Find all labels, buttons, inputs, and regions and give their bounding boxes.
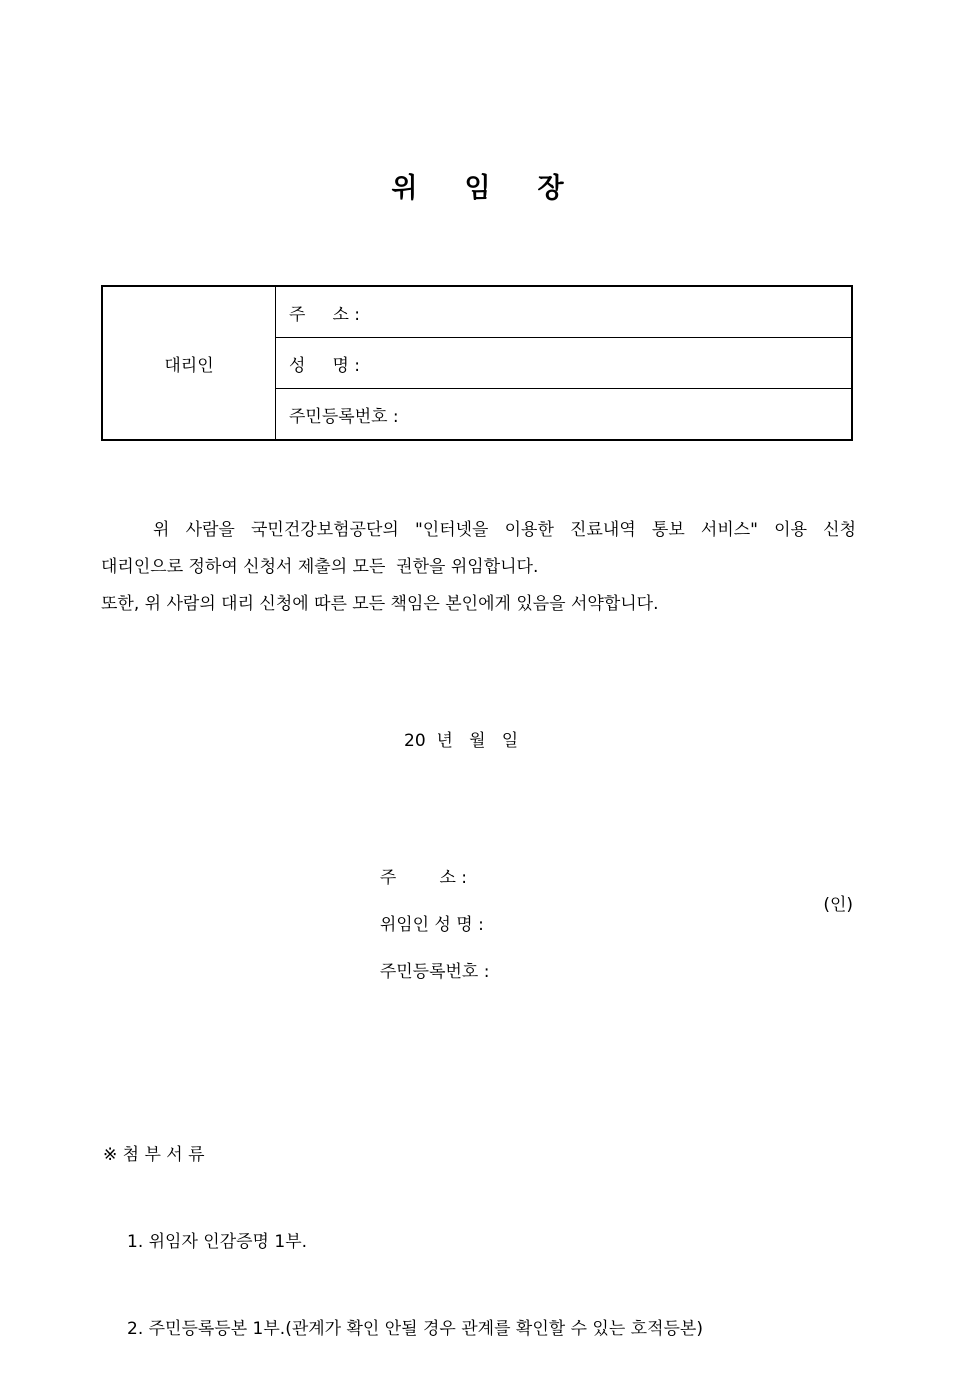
seal-mark: (인)	[823, 895, 853, 915]
delegator-name-label: 위임인 성 명 :	[379, 915, 484, 935]
agent-address-label: 주 소 :	[289, 304, 360, 325]
attachments-heading: ※ 첨 부 서 류	[103, 1145, 205, 1165]
attachments-section	[103, 1083, 703, 1373]
agent-name-field[interactable]	[276, 338, 853, 389]
date-line[interactable]: 20 년 월 일	[404, 731, 519, 751]
delegator-address-label: 주 소 :	[379, 868, 468, 888]
statement-line-1: 위 사람을 국민건강보험공단의 "인터넷을 이용한 진료내역 통보 서비스" 이용 신청	[153, 520, 856, 540]
agent-address-field[interactable]	[276, 286, 853, 338]
agent-name-label: 성 명 :	[289, 355, 360, 376]
delegator-resident-no-label: 주민등록번호 :	[379, 962, 490, 982]
agent-info-table	[101, 285, 853, 441]
agent-label: 대리인	[102, 286, 276, 440]
attachment-item: 1. 위임자 인감증명 1부.	[127, 1232, 308, 1252]
delegator-address-field[interactable]	[369, 843, 853, 888]
statement-line-2: 대리인으로 정하여 신청서 제출의 모든 권한을 위임합니다.	[101, 557, 539, 577]
statement-line-3: 또한, 위 사람의 대리 신청에 따른 모든 책임은 본인에게 있음을 서약합니다.	[101, 594, 659, 614]
delegator-resident-no-field[interactable]	[369, 937, 853, 982]
attachment-item: 2. 주민등록등본 1부.(관계가 확인 안될 경우 관계를 확인할 수 있는 호적등본)	[127, 1319, 703, 1339]
document-title: 위 임 장	[391, 173, 564, 204]
delegation-statement	[101, 512, 856, 623]
agent-resident-no-field[interactable]	[276, 389, 853, 441]
agent-resident-no-label: 주민등록번호 :	[289, 406, 399, 427]
